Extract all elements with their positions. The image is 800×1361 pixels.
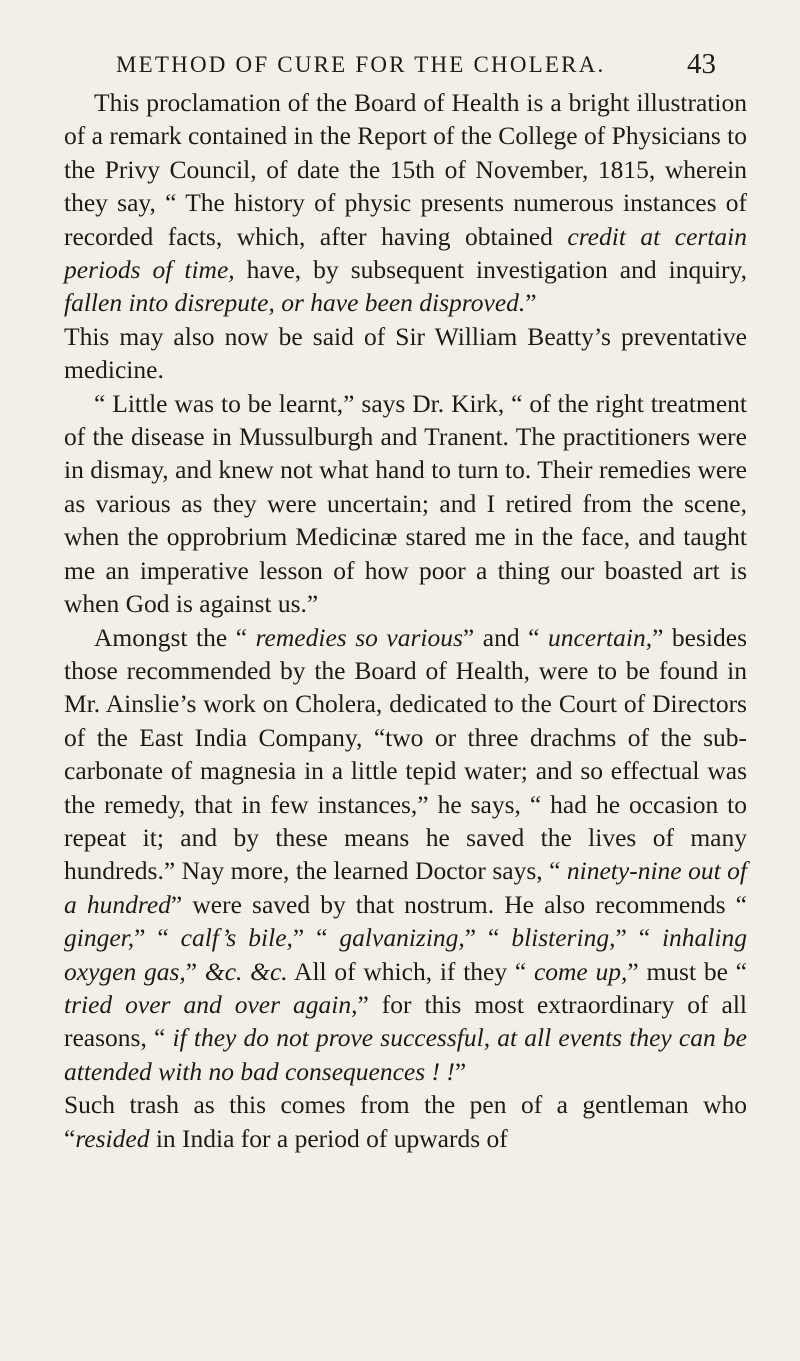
- running-title: METHOD OF CURE FOR THE CHOLERA.: [116, 52, 606, 77]
- italic-run: resided: [75, 1123, 150, 1153]
- body-text: [64, 86, 747, 1155]
- italic-run: ninety-nine out of a hundred: [64, 856, 747, 919]
- text-run: have, by subsequent investigation and inquiry,: [234, 255, 747, 285]
- text-run: ”: [185, 956, 205, 986]
- italic-run: &c. &c.: [204, 956, 288, 986]
- text-run: This proclamation of the Board of Health is a bright illustration of a remark contained in the Report of the College of Physicians to the Privy Council, of date the 15th of November, 1815, wherein they say, “ The history of physic presents numerous instances of recorded facts, which, after having obtained: [64, 88, 747, 251]
- text-run: All of which, if they “: [287, 956, 534, 986]
- paragraph-kirk-quote: “ Little was to be learnt,” says Dr. Kirk, “ of the right treatment of the disease in Mussulburgh and Tranent. The practitioners were in dismay, and knew not what hand to turn to. Their remedies were as various as they were uncertain; and I retired from the scene, when the opprobrium Medicinæ stared me in the face, and taught me an imperative lesson of how poor a thing our boasted art is when God is against us.”: [64, 388, 747, 619]
- paragraph-beatty: This may also now be said of Sir William Beatty’s preventative medicine.: [64, 321, 747, 385]
- italic-run: fallen into disrepute, or have been disproved.: [64, 288, 526, 318]
- running-header: [96, 48, 716, 88]
- text-run: ” and “: [462, 622, 548, 652]
- italic-run: inhaling oxygen gas,: [64, 923, 747, 986]
- paragraph-remedies: [64, 621, 747, 1089]
- paragraph-trash: [64, 1088, 747, 1155]
- italic-run: tried over and over again,: [64, 989, 358, 1019]
- text-run: ” “: [134, 923, 181, 953]
- text-run: ” “: [464, 923, 512, 953]
- text-run: ” must be “: [627, 956, 747, 986]
- italic-run: ginger,: [64, 923, 135, 953]
- text-run: ”: [525, 288, 537, 318]
- page-number: 43: [687, 48, 716, 80]
- italic-run: blistering,: [511, 923, 616, 953]
- text-run: ” besides those recommended by the Board of Health, were to be found in Mr. Ainslie’s work on Cholera, dedicated to the Court of Directors of the East India Company, “two or three drachms of the sub-carbonate of magnesia in a little tepid water; and so effectual was the remedy, that in few instances,” he says, “ had he occasion to repeat it; and by these means he saved the lives of many hundreds.” Nay more, the learned Doctor says, “: [64, 622, 747, 886]
- text-run: in India for a period of upwards of: [149, 1123, 508, 1153]
- paragraph-proclamation: [64, 86, 747, 320]
- text-run: Amongst the “: [94, 622, 256, 652]
- italic-run: if they do not prove successful, at all events they can be attended with no bad consequences ! !: [64, 1023, 748, 1086]
- italic-run: calf’s bile,: [180, 923, 293, 953]
- text-run: ” were saved by that nostrum. He also recommends “: [170, 889, 747, 919]
- text-run: ” “: [615, 923, 662, 953]
- italic-run: uncertain,: [547, 622, 653, 652]
- italic-run: remedies so various: [255, 622, 463, 652]
- text-run: ” “: [292, 923, 340, 953]
- text-run: ”: [454, 1056, 467, 1086]
- italic-run: credit at certain periods of time,: [64, 221, 747, 285]
- text-run: ” for this most extraordinary of all reasons, “: [64, 989, 747, 1053]
- text-run: Such trash as this comes from the pen of a gentleman who “: [64, 1090, 747, 1153]
- italic-run: come up,: [533, 956, 628, 986]
- italic-run: galvanizing,: [339, 923, 465, 953]
